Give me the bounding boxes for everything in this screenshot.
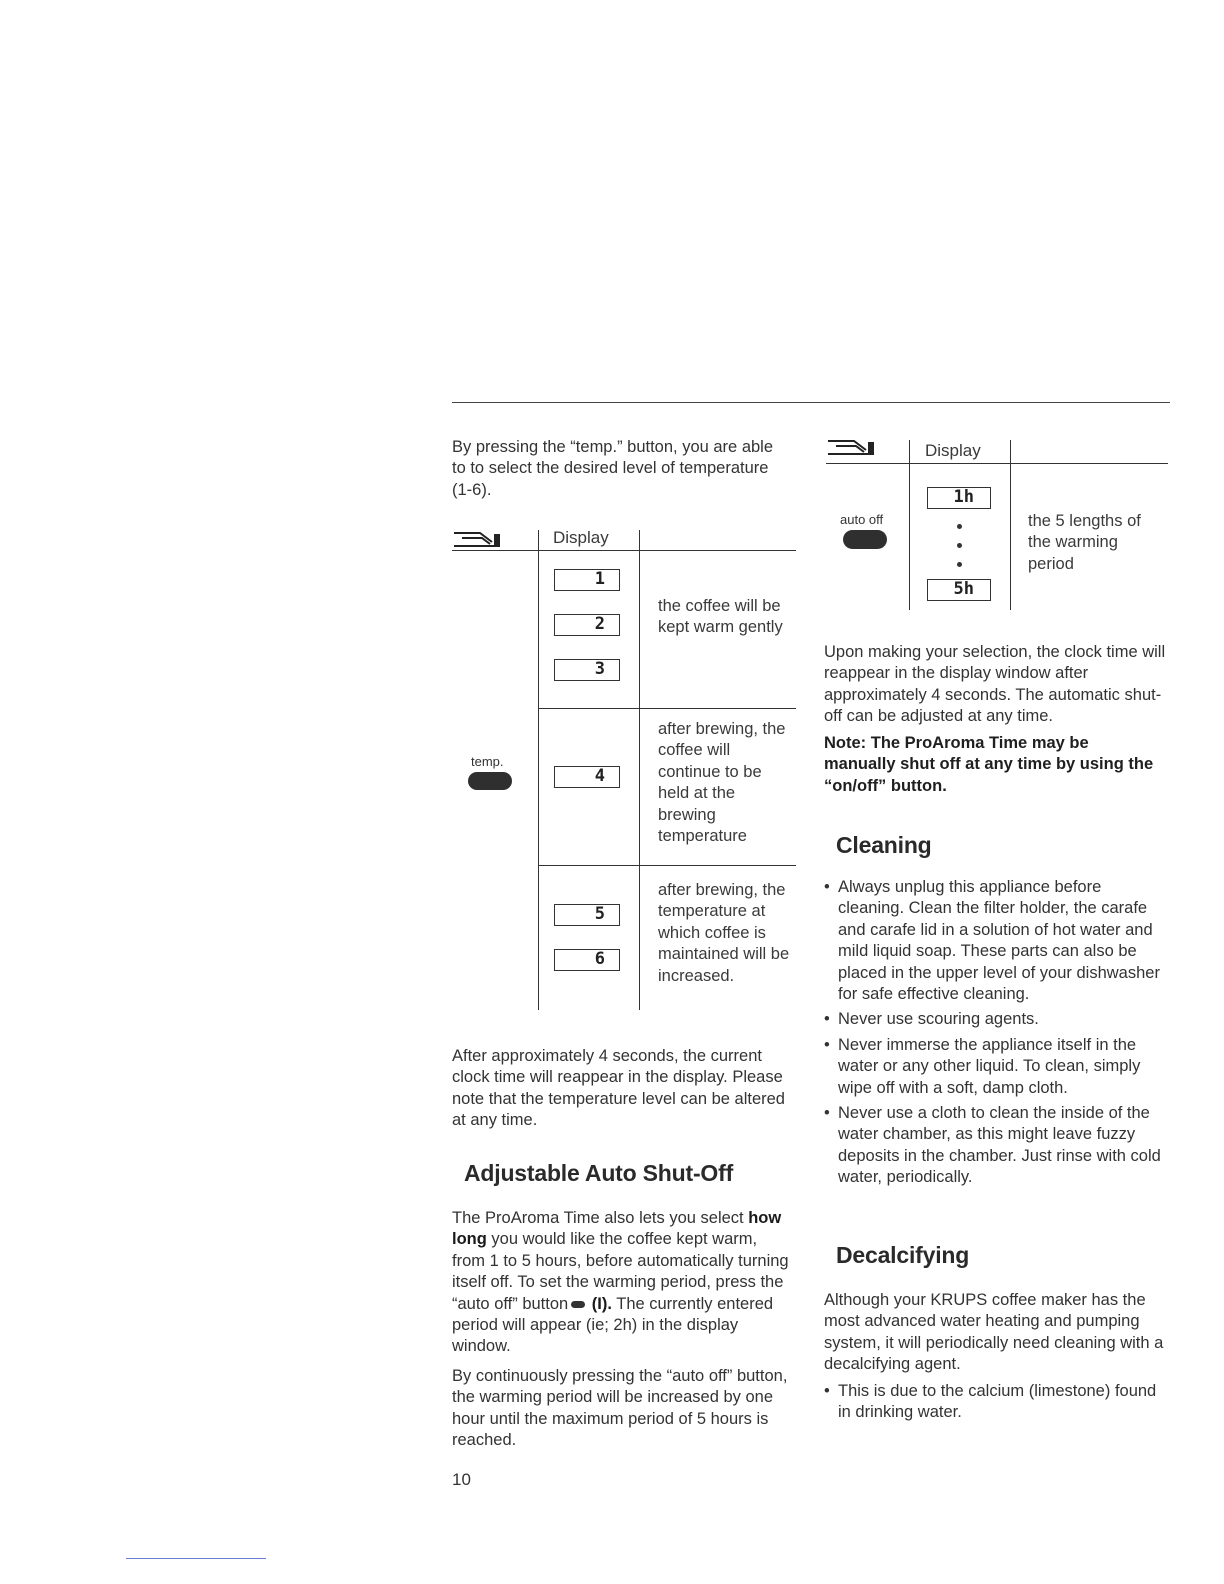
table-divider [1010, 440, 1011, 610]
display-level-1: 1 [554, 569, 620, 591]
display-level-3: 3 [554, 659, 620, 681]
hand-press-icon [826, 438, 878, 458]
page-number: 10 [452, 1470, 471, 1489]
list-item: • Never use a cloth to clean the inside of the water chamber, as this might leave fuzzy deposits in the chamber. Just rinse with cold water, periodically. [824, 1103, 1170, 1189]
display-column-header: Display [925, 441, 981, 460]
display-level-4: 4 [554, 766, 620, 788]
display-level-5: 5 [554, 904, 620, 926]
ellipsis-dot [957, 562, 962, 567]
auto-shutoff-paragraph: The ProAroma Time also lets you select how long you would like the coffee kept warm, from 1 to 5 hours, before automatically turning itself off. To set the warming period, press the “auto off” button (I). The currently entered period will appear (ie; 2h) in the display window. [452, 1209, 789, 1356]
display-level-6: 6 [554, 949, 620, 971]
display-1h: 1h [927, 487, 991, 509]
list-item: • This is due to the calcium (limestone) found in drinking water. [824, 1381, 1164, 1424]
decalcifying-paragraph: Although your KRUPS coffee maker has the most advanced water heating and pumping system, it will periodically need cleaning with a decalcifying agent. [824, 1291, 1164, 1374]
table-divider [538, 530, 539, 1010]
ellipsis-dot [957, 524, 962, 529]
auto-shutoff-paragraph-2: By continuously pressing the “auto off” button, the warming period will be increased by one hour until the maximum period of 5 hours is reached. [452, 1367, 788, 1450]
decalcifying-list [824, 1381, 1164, 1424]
footer-line [126, 1558, 266, 1559]
auto-off-description: the 5 lengths of the warming period [1028, 512, 1141, 573]
table-row-rule [538, 865, 796, 866]
table-divider [909, 440, 910, 610]
display-5h: 5h [927, 579, 991, 601]
display-level-2: 2 [554, 614, 620, 636]
ellipsis-dot [957, 543, 962, 548]
hand-press-icon [452, 530, 504, 550]
table-header-rule [826, 463, 1168, 464]
row-3-description: after brewing, the temperature at which coffee is maintained will be increased. [658, 881, 790, 985]
oval-button-icon [571, 1301, 585, 1308]
table-row-rule [538, 708, 796, 709]
list-item: • Always unplug this appliance before cleaning. Clean the filter holder, the carafe and carafe lid in a solution of hot water and mild liquid soap. These parts can also be placed in the upper level of your dishwasher for safe effective cleaning. [824, 877, 1170, 1005]
list-item: • Never use scouring agents. [824, 1009, 1170, 1030]
selection-paragraph: Upon making your selection, the clock time will reappear in the display window after approximately 4 seconds. The automatic shut-off can be adjusted at any time. [824, 643, 1166, 726]
top-divider [452, 402, 1170, 403]
intro-paragraph: By pressing the “temp.” button, you are able to to select the desired level of temperature (1-6). [452, 438, 774, 499]
decalcifying-heading: Decalcifying [836, 1242, 970, 1268]
auto-off-button-label: auto off [840, 512, 884, 527]
row-2-description: after brewing, the coffee will continue to be held at the brewing temperature [658, 720, 786, 846]
list-item: • Never immerse the appliance itself in the water or any other liquid. To clean, simply wipe off with a soft, damp cloth. [824, 1035, 1170, 1099]
table-header-rule [452, 550, 796, 551]
cleaning-list [824, 877, 1170, 1189]
temp-button-label: temp. [471, 754, 504, 769]
temp-button[interactable] [468, 772, 512, 790]
auto-off-button[interactable] [843, 530, 887, 549]
cleaning-heading: Cleaning [836, 832, 932, 858]
auto-shutoff-heading: Adjustable Auto Shut-Off [464, 1160, 734, 1186]
note-paragraph: Note: The ProAroma Time may be manually shut off at any time by using the “on/off” button. [824, 734, 1154, 795]
table-divider [639, 530, 640, 1010]
display-column-header: Display [553, 528, 609, 547]
row-1-description: the coffee will be kept warm gently [658, 597, 783, 637]
after-paragraph: After approximately 4 seconds, the current clock time will reappear in the display. Please note that the temperature level can be altered at any time. [452, 1047, 785, 1130]
